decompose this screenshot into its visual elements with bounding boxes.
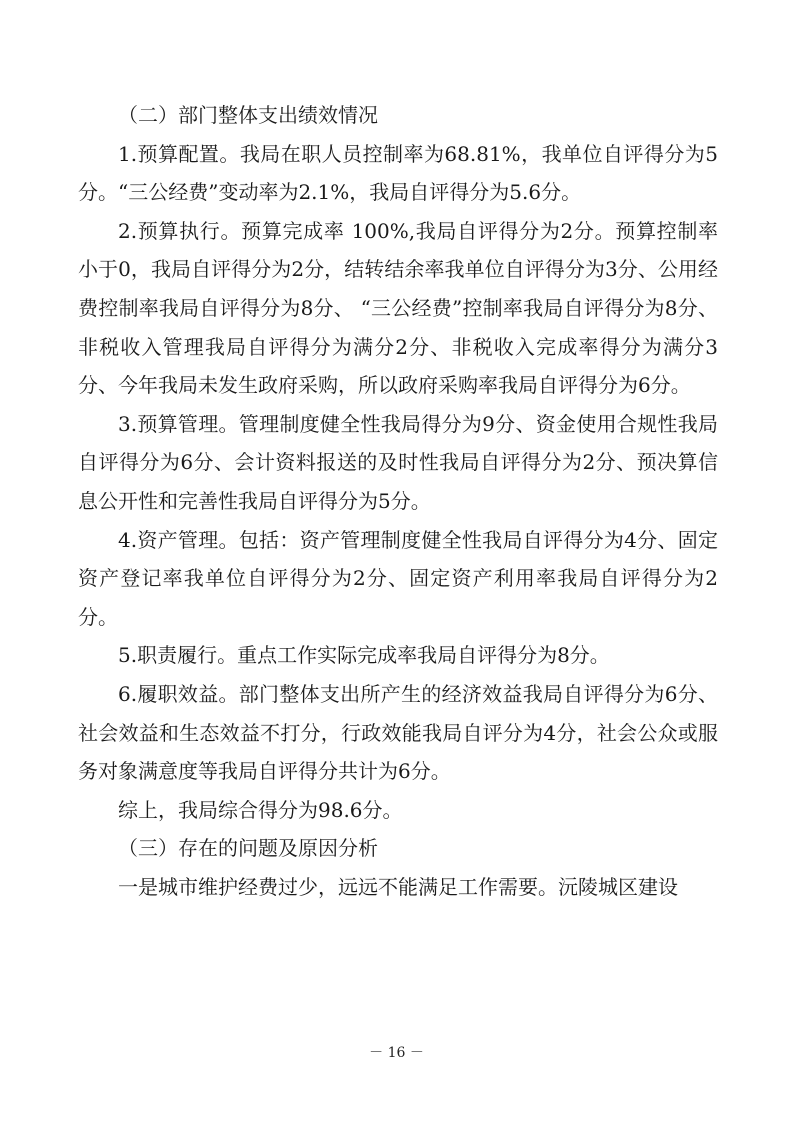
paragraph-performance-benefits: 6.履职效益。部门整体支出所产生的经济效益我局自评得分为6分、社会效益和生态效益不打分，行政效能我局自评分为4分，社会公众或服务对象满意度等我局自评得分共计为6分。 [78,681,718,784]
section-heading-3: （三）存在的问题及原因分析 [118,836,378,861]
paragraph-asset-management: 4.资产管理。包括：资产管理制度健全性我局自评得分为4分、固定资产登记率我单位自评得分为2分、固定资产利用率我局自评得分为2分。 [78,527,718,629]
paragraph-budget-execution: 2.预算执行。预算完成率 100%,我局自评得分为2分。预算控制率小于0，我局自评得分为2分，结转结余率我单位自评得分为3分、公用经费控制率我局自评得分为8分、 “三公经费”控制率我局自评得分为8分、非税收入管理我局自评得分为满分2分、非税收入完成率得分为满分3分、今年我局未发生政府采购，所以政府采购率我局自评得分为6分。 [78,218,718,398]
paragraph-budget-allocation: 1.预算配置。我局在职人员控制率为68.81%，我单位自评得分为5分。“三公经费”变动率为2.1%，我局自评得分为5.6分。 [78,141,718,205]
document-body [78,96,718,906]
paragraph-problem-one: 一是城市维护经费过少，远远不能满足工作需要。沅陵城区建设 [118,874,678,899]
page-number: － 16 － [369,1045,424,1061]
paragraph-summary: 综上，我局综合得分为98.6分。 [118,797,403,822]
paragraph-duty-performance: 5.职责履行。重点工作实际完成率我局自评得分为8分。 [118,643,610,668]
section-heading-2: （二）部门整体支出绩效情况 [118,103,378,127]
paragraph-budget-management: 3.预算管理。管理制度健全性我局得分为9分、资金使用合规性我局自评得分为6分、会计资料报送的及时性我局自评得分为2分、预决算信息公开性和完善性我局自评得分为5分。 [78,411,718,513]
